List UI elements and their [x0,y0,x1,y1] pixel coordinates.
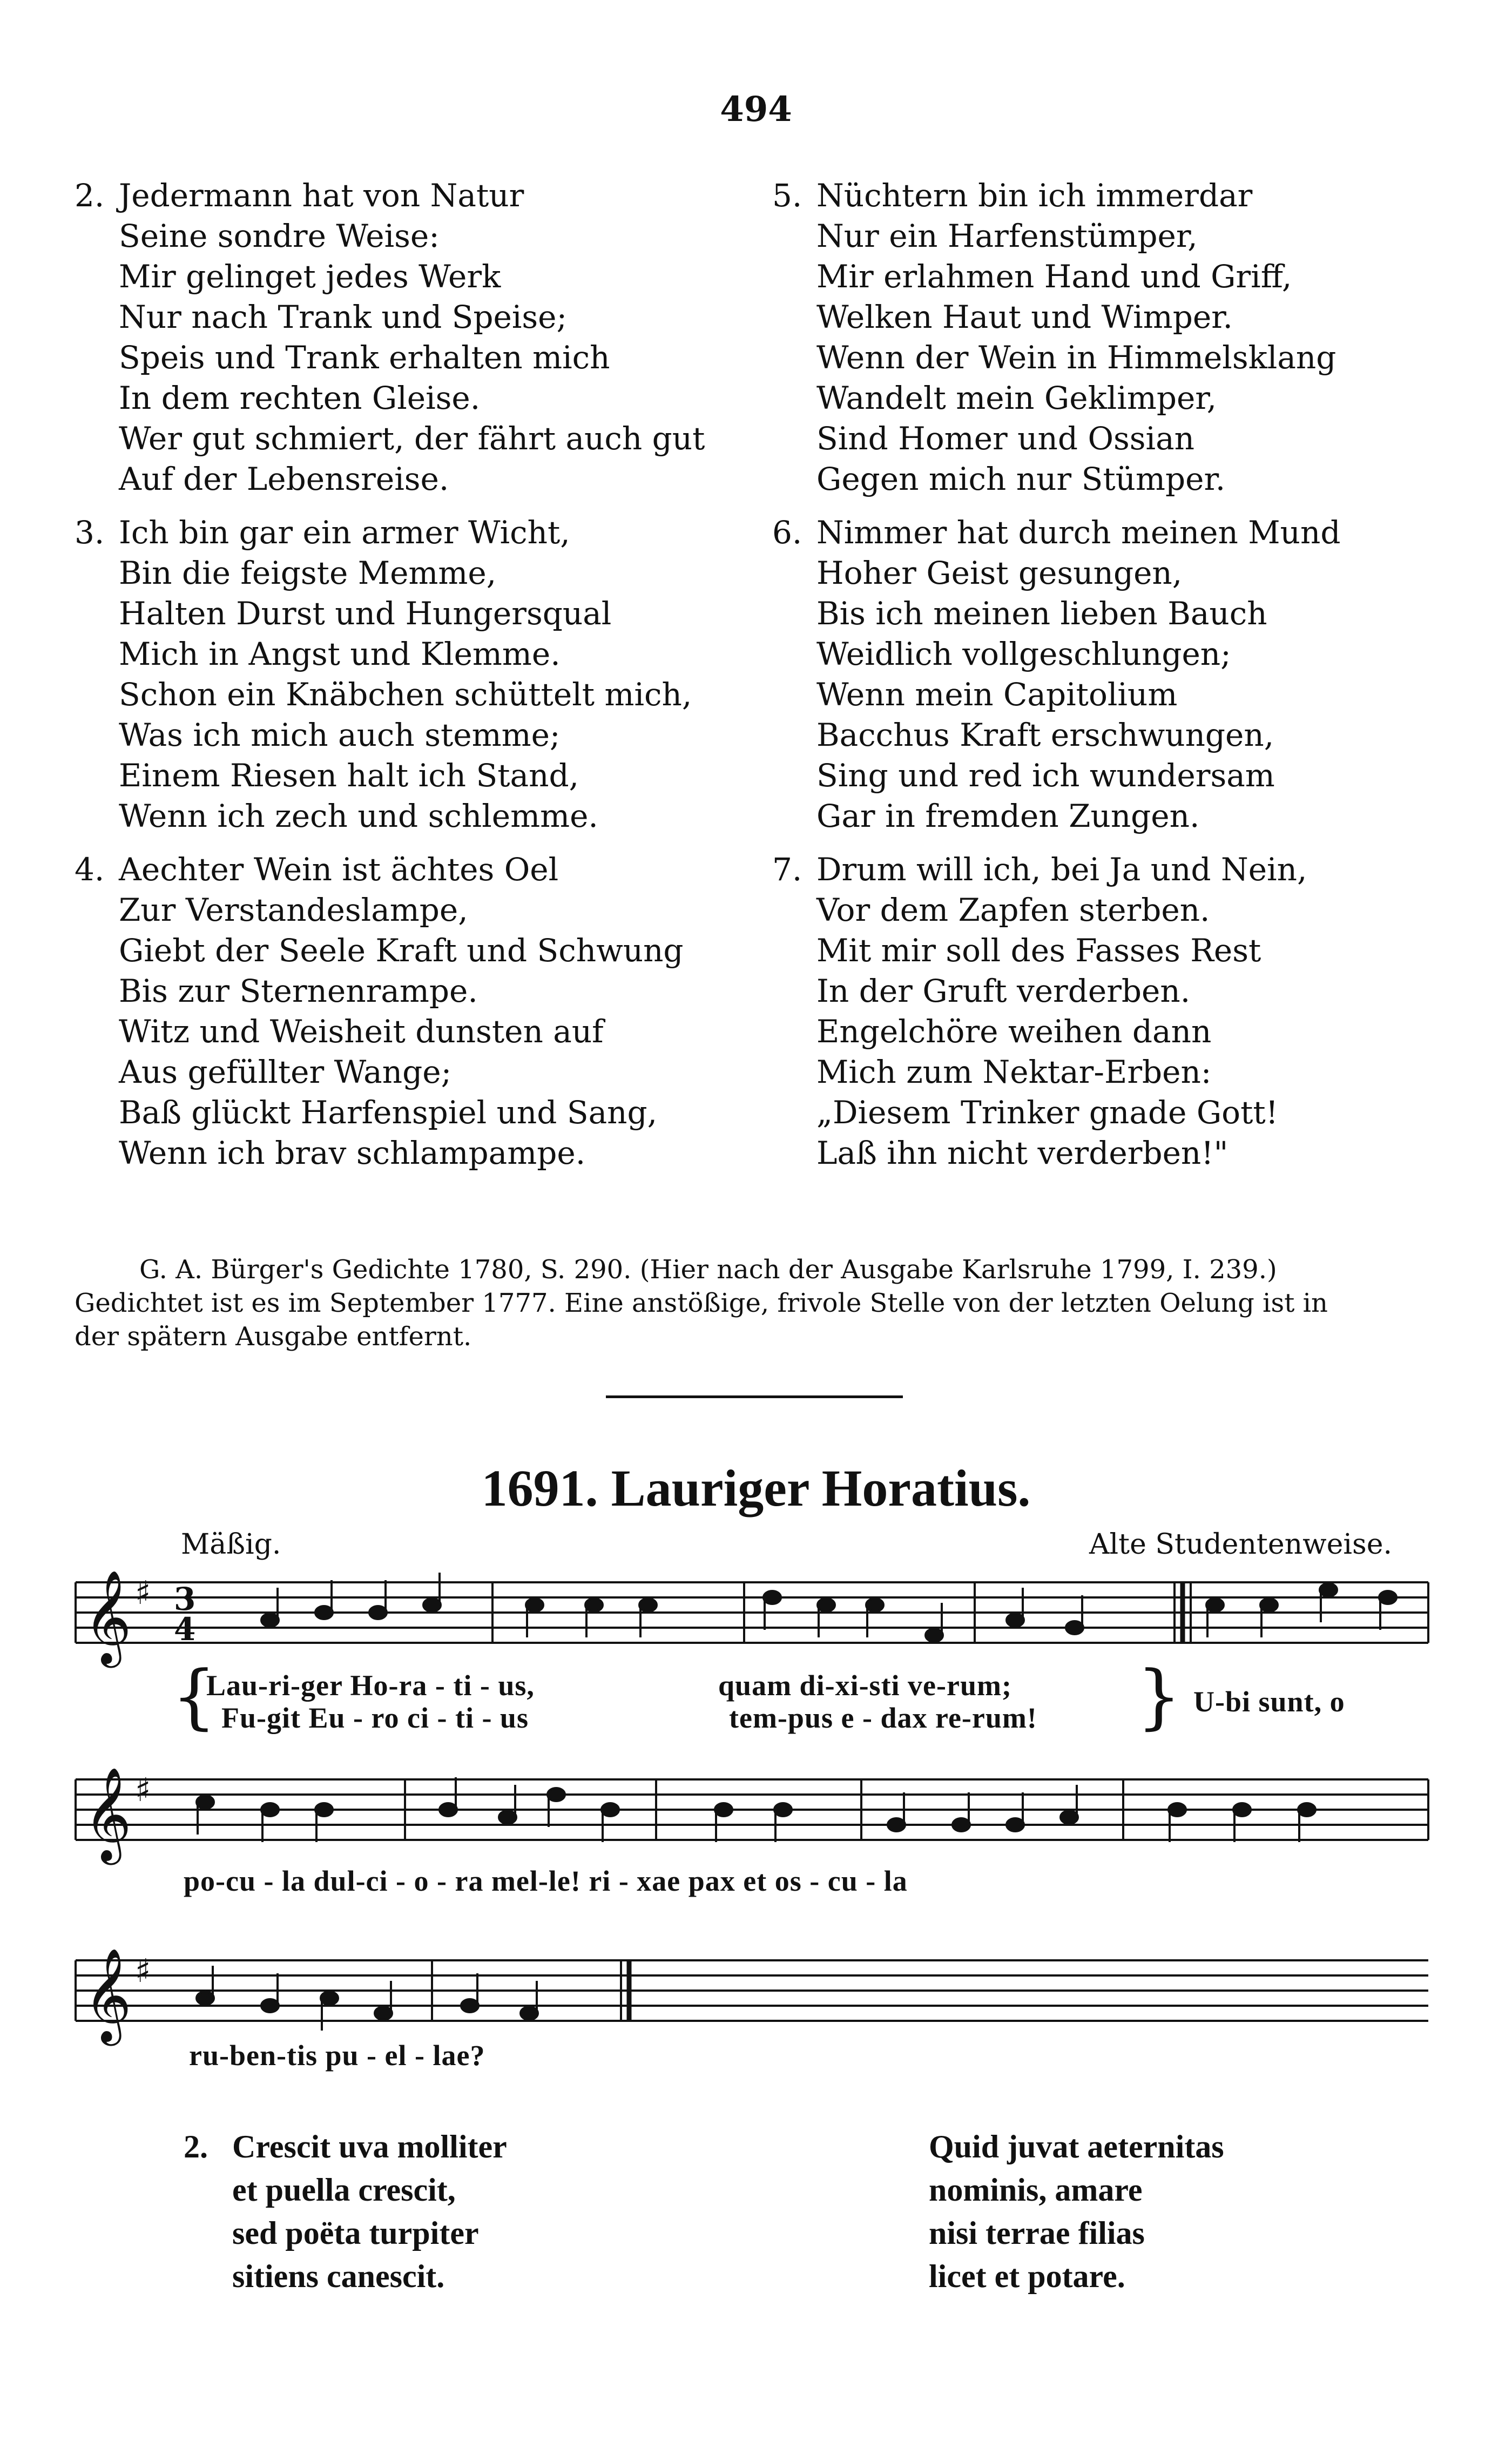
verse-line: sitiens canescit. [232,2258,445,2294]
lyrics-verse1-line1: Lau-ri-ger Ho-ra - ti - us, [206,1669,535,1702]
stanza-number: 6. [772,514,802,551]
verse-line: Zur Verstandeslampe, [119,892,468,928]
stanza-6 [772,512,1469,837]
lyrics-line3: ru-ben-tis pu - el - lae? [189,2039,485,2072]
verse-line: nominis, amare [929,2172,1143,2208]
source-line: G. A. Bürger's Gedichte 1780, S. 290. (Hier nach der Ausgabe Karlsruhe 1799, I. 239.) [139,1255,1277,1285]
verse-line: Bin die feigste Memme, [119,555,497,591]
verse-line: nisi terrae filias [929,2215,1145,2251]
lyrics-verse1-line1b: quam di-xi-sti ve-rum; [718,1669,1012,1702]
verse-line: Gar in fremden Zungen. [816,798,1200,834]
verse-line: Wenn mein Capitolium [816,676,1178,713]
verse-line: Welken Haut und Wimper. [816,299,1233,335]
section-divider [606,1395,903,1398]
verse-line: Wer gut schmiert, der fährt auch gut [119,420,705,457]
stanza-5 [772,176,1469,500]
svg-text:𝄞: 𝄞 [84,1948,132,2042]
verse-line: Nur nach Trank und Speise; [119,299,568,335]
stanza-number: 5. [772,177,802,214]
time-signature-bottom: 4 [174,1611,196,1648]
verse-line: Auf der Lebensreise. [119,461,449,497]
verse-line: Bis zur Sternenrampe. [119,973,478,1009]
stanza-number: 4. [75,851,105,888]
verse-line: Engelchöre weihen dann [816,1013,1212,1050]
verse-line: Sing und red ich wundersam [816,757,1275,794]
lyrics-brace-right: } [1137,1655,1182,1737]
svg-text:♯: ♯ [135,1952,151,1990]
verse-line: Crescit uva molliter [232,2129,507,2164]
verse-line: In dem rechten Gleise. [119,380,481,416]
verse-line: Speis und Trank erhalten mich [119,339,610,376]
page-number: 494 [720,89,792,130]
music-staff-2 [0,1752,1512,1871]
verse-line: Wenn ich zech und schlemme. [119,798,598,834]
verse-line: Mit mir soll des Fasses Rest [816,932,1261,969]
lyrics-line2: po-cu - la dul-ci - o - ra mel-le! ri - xae pax et os - cu - la [184,1865,908,1897]
lyrics-brace-left: { [172,1655,217,1737]
verse-line: „Diesem Trinker gnade Gott! [816,1094,1279,1131]
verse-line: Nur ein Harfenstümper, [816,218,1198,254]
time-signature-top: 3 [174,1581,196,1617]
tune-attribution: Alte Studentenweise. [1089,1528,1392,1561]
verse-line: In der Gruft verderben. [816,973,1191,1009]
verse-line: Einem Riesen halt ich Stand, [119,757,579,794]
verse-line: Halten Durst und Hungersqual [119,595,612,632]
verse-line: Sind Homer und Ossian [816,420,1195,457]
svg-text:♯: ♯ [135,1771,151,1809]
tempo-marking: Mäßig. [181,1528,281,1561]
verse-line: Wenn der Wein in Himmelsklang [816,339,1336,376]
stanza-number: 7. [772,851,802,888]
song-title: 1691. Lauriger Horatius. [481,1459,1031,1517]
stanza-2 [75,176,750,500]
verse-line: Hoher Geist gesungen, [816,555,1183,591]
stanza-number: 2. [75,177,105,214]
verse-line: Aechter Wein ist ächtes Oel [119,851,559,888]
verse-line: sed poëta turpiter [232,2215,479,2251]
verse-line: Quid juvat aeternitas [929,2129,1224,2164]
stanza-4 [75,849,750,1174]
verse-line: Ich bin gar ein armer Wicht, [119,514,570,551]
verse-line: Laß ihn nicht verderben!" [816,1135,1228,1171]
verse-line: Seine sondre Weise: [119,218,440,254]
svg-text:𝄞: 𝄞 [84,1767,132,1861]
lyrics-verse2-line1: Fu-git Eu - ro ci - ti - us [221,1702,529,1734]
verse-line: Wandelt mein Geklimper, [816,380,1217,416]
verse-line: Baß glückt Harfenspiel und Sang, [119,1094,658,1131]
verse-line: Jedermann hat von Natur [119,177,524,214]
latin-verse-left [184,2125,507,2298]
source-line: Gedichtet ist es im September 1777. Eine anstößige, frivole Stelle von der letzten Oelung ist in [75,1288,1328,1318]
verse-line: Mich zum Nektar-Erben: [816,1054,1212,1090]
verse-line: Nüchtern bin ich immerdar [816,177,1253,214]
poem-right-column [772,176,1469,1186]
verse-line: Schon ein Knäbchen schüttelt mich, [119,676,692,713]
verse-line: Mir erlahmen Hand und Griff, [816,258,1292,295]
verse-line: Weidlich vollgeschlungen; [816,636,1231,672]
stanza-7 [772,849,1469,1174]
verse-line: Giebt der Seele Kraft und Schwung [119,932,684,969]
music-staff-3 [0,1933,1512,2052]
verse-line: Aus gefüllter Wange; [119,1054,452,1090]
latin-verse-right [929,2125,1224,2298]
svg-text:𝄞: 𝄞 [84,1570,132,1664]
verse-line: Witz und Weisheit dunsten auf [119,1013,604,1050]
poem-left-column [75,176,750,1186]
svg-text:♯: ♯ [135,1574,151,1612]
verse-line: Bacchus Kraft erschwungen, [816,717,1274,753]
verse-line: et puella crescit, [232,2172,456,2208]
verse-line: Was ich mich auch stemme; [119,717,561,753]
lyrics-verse2-line1b: tem-pus e - dax re-rum! [729,1702,1037,1734]
verse-line: Drum will ich, bei Ja und Nein, [816,851,1307,888]
verse-line: Mir gelinget jedes Werk [119,258,501,295]
source-note [75,1253,1446,1353]
verse-line: licet et potare. [929,2258,1125,2294]
verse-line: Wenn ich brav schlampampe. [119,1135,586,1171]
verse-line: Vor dem Zapfen sterben. [816,892,1210,928]
lyrics-continuation: U-bi sunt, o [1193,1685,1345,1718]
verse-line: Mich in Angst und Klemme. [119,636,561,672]
stanza-number: 2. [184,2129,208,2164]
stanza-number: 3. [75,514,105,551]
verse-line: Bis ich meinen lieben Bauch [816,595,1267,632]
verse-line: Gegen mich nur Stümper. [816,461,1226,497]
verse-line: Nimmer hat durch meinen Mund [816,514,1341,551]
stanza-3 [75,512,750,837]
source-line: der spätern Ausgabe entfernt. [75,1321,472,1352]
